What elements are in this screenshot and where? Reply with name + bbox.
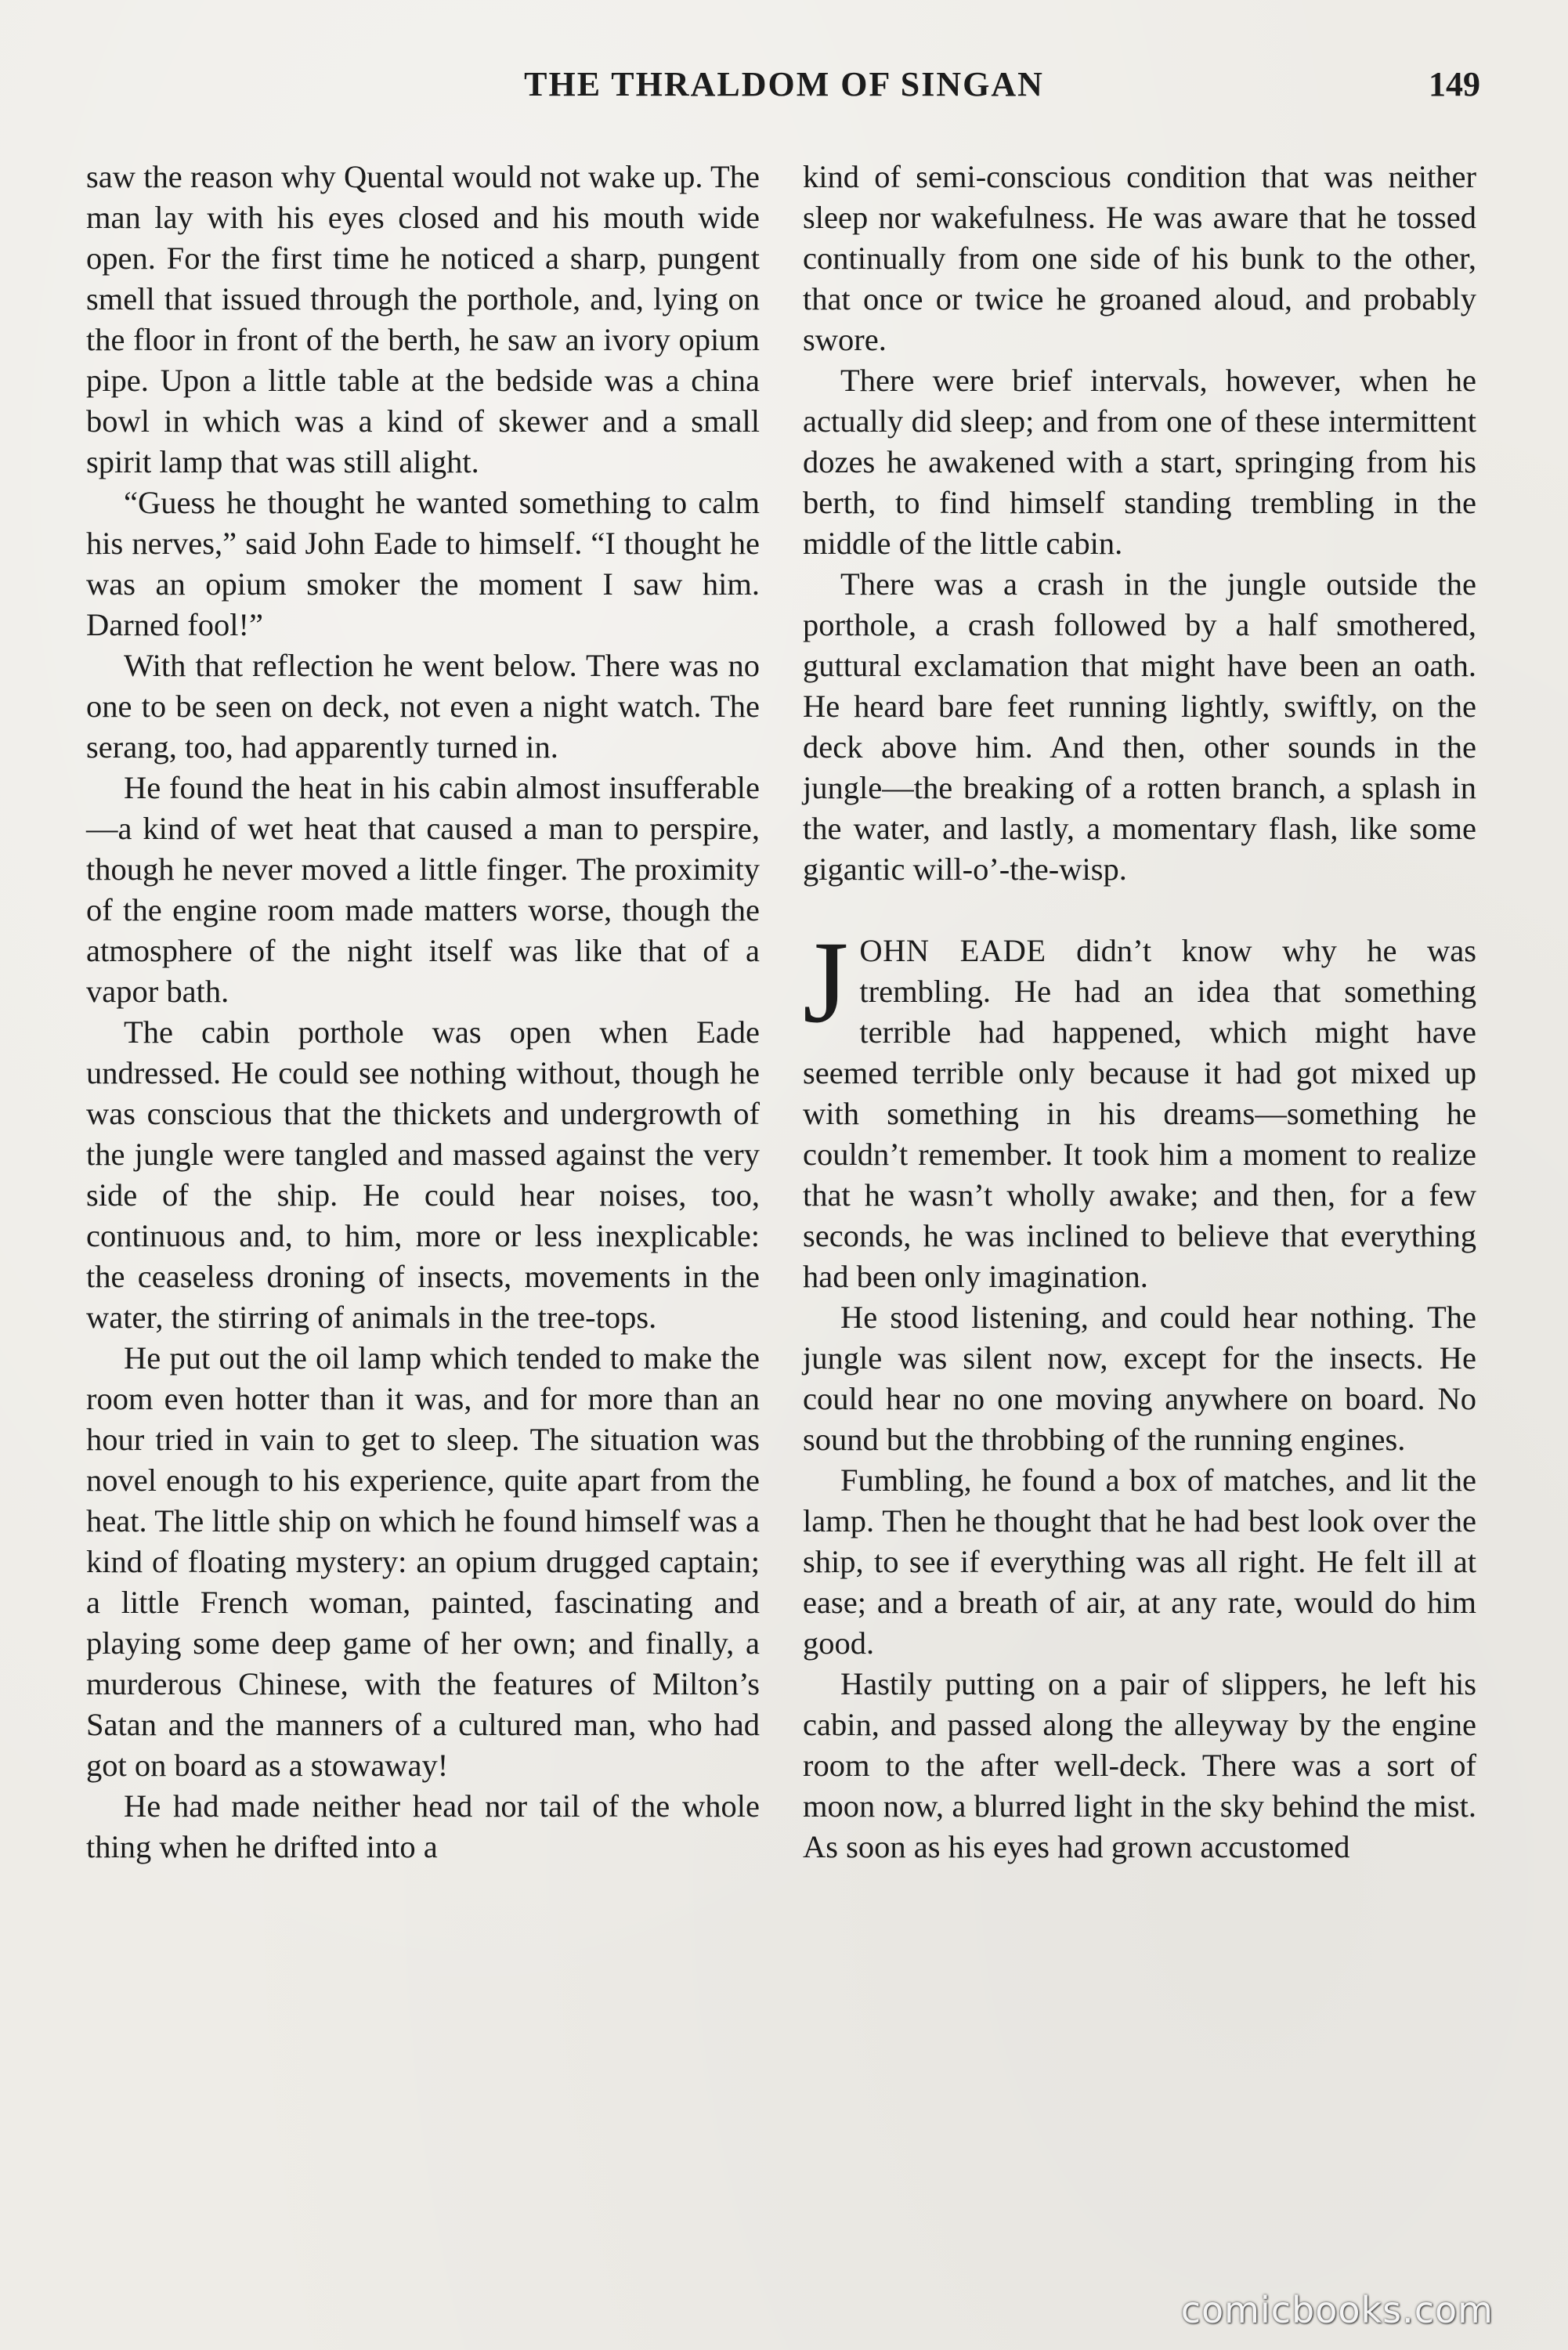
lead-in-caps: OHN EADE <box>859 933 1046 968</box>
paragraph: He found the heat in his cabin almost insufferable—a kind of wet heat that caused a man to perspire, though he never moved a little finger. The proximity of the engine room made matters worse, though the atmosphere of the night itself was like that of a vapor bath. <box>86 770 760 1009</box>
page-number: 149 <box>1429 65 1480 103</box>
paragraph: Fumbling, he found a box of matches, and lit the lamp. Then he thought that he had best look over the ship, to see if everything was all right. He felt ill at ease; and a breath of air, at any rate, would do him good. <box>803 1462 1476 1661</box>
paragraph: He had made neither head nor tail of the whole thing when he drifted into a <box>86 1788 760 1864</box>
drop-cap-letter: J <box>803 917 849 1047</box>
watermark: comicbooks.com <box>1180 2289 1494 2331</box>
right-column <box>803 157 1476 1867</box>
paragraph-text: didn’t know why he was trembling. He had an idea that something terrible had happened, which might have seemed terrible only because it had got mixed up with something in his dreams—something he couldn’t remember. It took him a moment to realize that he wasn’t wholly awake; and then, for a few seconds, he was inclined to believe that everything had been only imagination. <box>803 933 1477 1294</box>
left-column <box>86 157 760 1867</box>
paragraph: He stood listening, and could hear nothing. The jungle was silent now, except for the insects. He could hear no one moving anywhere on board. No sound but the throbbing of the running engines. <box>803 1300 1476 1457</box>
running-head <box>0 64 1568 111</box>
dropcap-paragraph <box>803 917 1477 1297</box>
paragraph: “Guess he thought he wanted something to calm his nerves,” said John Eade to himself. “I thought he was an opium smoker the moment I saw him. Darned fool!” <box>86 485 760 642</box>
paragraph: There was a crash in the jungle outside the porthole, a crash followed by a half smothered, guttural exclamation that might have been an oath. He heard bare feet running lightly, swiftly, on the deck above him. And then, other sounds in the jungle—the breaking of a rotten branch, a splash in the water, and lastly, a momentary flash, like some gigantic will-o’-the-wisp. <box>803 566 1476 887</box>
paragraph: Hastily putting on a pair of slippers, he left his cabin, and passed along the alleyway by the engine room to the after well-deck. There was a sort of moon now, a blurred light in the sky behind the mist. As soon as his eyes had grown accustomed <box>803 1666 1476 1864</box>
paragraph: kind of semi-conscious condition that was neither sleep nor wakefulness. He was aware that he tossed continually from one side of his bunk to the other, that once or twice he groaned aloud, and probably swore. <box>803 159 1476 357</box>
paragraph: There were brief intervals, however, when he actually did sleep; and from one of these intermittent dozes he awakened with a start, springing from his berth, to find himself standing trembling in the middle of the little cabin. <box>803 363 1476 561</box>
paragraph: The cabin porthole was open when Eade undressed. He could see nothing without, though he was conscious that the thickets and undergrowth of the jungle were tangled and massed against the very side of the ship. He could hear noises, too, continuous and, to him, more or less inexplicable: the ceaseless droning of insects, movements in the water, the stirring of animals in the tree-tops. <box>86 1014 760 1335</box>
paragraph: With that reflection he went below. There was no one to be seen on deck, not even a night watch. The serang, too, had apparently turned in. <box>86 648 760 765</box>
paragraph: saw the reason why Quental would not wake up. The man lay with his eyes closed and his mouth wide open. For the first time he noticed a sharp, pungent smell that issued through the porthole, and, lying on the floor in front of the berth, he saw an ivory opium pipe. Upon a little table at the bedside was a china bowl in which was a kind of skewer and a small spirit lamp that was still alight. <box>86 159 760 479</box>
running-title: THE THRALDOM OF SINGAN <box>524 65 1044 103</box>
paragraph: He put out the oil lamp which tended to make the room even hotter than it was, and for more than an hour tried in vain to get to sleep. The situation was novel enough to his experience, quite apart from the heat. The little ship on which he found himself was a kind of floating mystery: an opium drugged captain; a little French woman, painted, fascinating and playing some deep game of her own; and finally, a murderous Chinese, with the features of Milton’s Satan and the manners of a cultured man, who had got on board as a stowaway! <box>86 1340 760 1783</box>
section-break <box>803 890 1476 931</box>
